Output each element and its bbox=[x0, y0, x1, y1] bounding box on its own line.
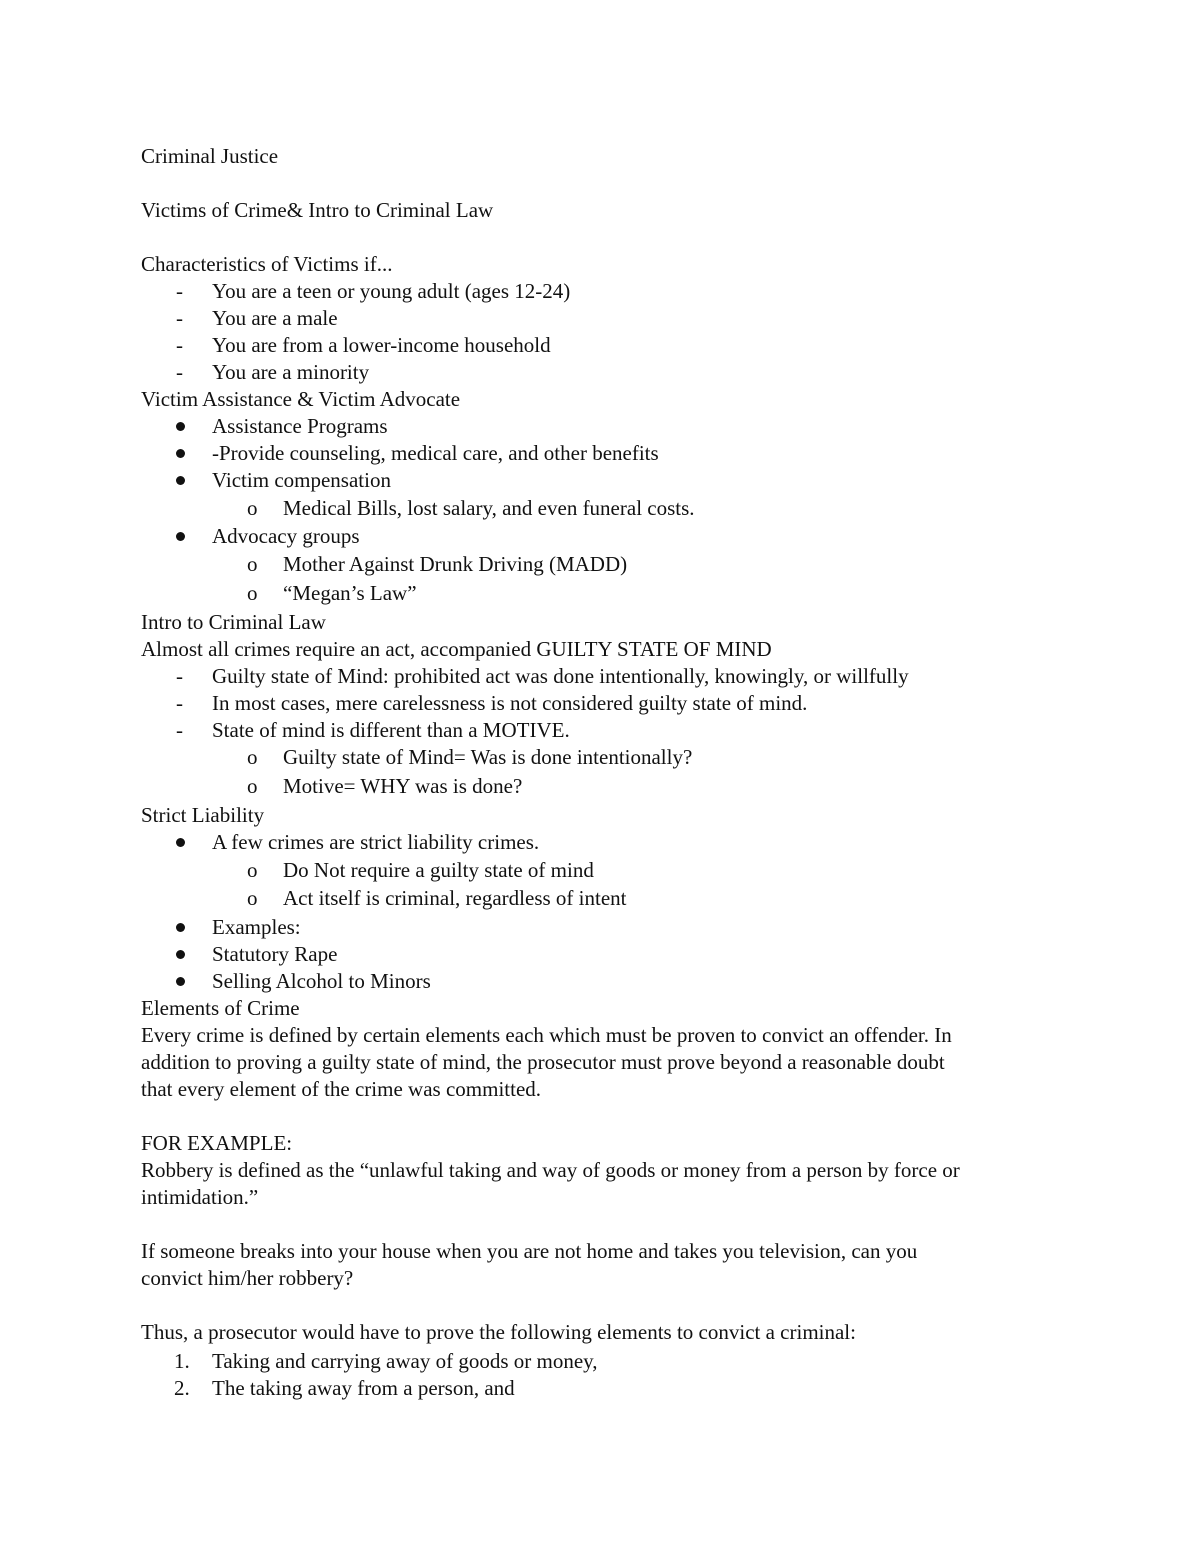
bullet-icon bbox=[176, 838, 185, 847]
dash-marker: - bbox=[176, 306, 183, 330]
paragraph-line: intimidation.” bbox=[141, 1185, 259, 1209]
list-item: You are a teen or young adult (ages 12-24) bbox=[212, 279, 571, 303]
list-item: Examples: bbox=[212, 915, 301, 939]
list-item: “Megan’s Law” bbox=[283, 581, 417, 605]
list-item: In most cases, mere carelessness is not considered guilty state of mind. bbox=[212, 691, 808, 715]
bullet-icon bbox=[176, 923, 185, 932]
list-item: You are from a lower-income household bbox=[212, 333, 551, 357]
doc-subtitle: Victims of Crime& Intro to Criminal Law bbox=[141, 198, 494, 222]
list-item: Mother Against Drunk Driving (MADD) bbox=[283, 552, 628, 576]
sub-marker: o bbox=[247, 745, 258, 769]
list-item: You are a minority bbox=[212, 360, 370, 384]
bullet-icon bbox=[176, 950, 185, 959]
bullet-icon bbox=[176, 532, 185, 541]
list-item: The taking away from a person, and bbox=[212, 1376, 515, 1400]
list-item: A few crimes are strict liability crimes. bbox=[212, 830, 540, 854]
list-item: Act itself is criminal, regardless of intent bbox=[283, 886, 627, 910]
list-item: Assistance Programs bbox=[212, 414, 388, 438]
list-item: Medical Bills, lost salary, and even funeral costs. bbox=[283, 496, 695, 520]
list-item: You are a male bbox=[212, 306, 338, 330]
assistance-heading: Victim Assistance & Victim Advocate bbox=[141, 387, 461, 411]
sub-marker: o bbox=[247, 774, 258, 798]
list-item: Guilty state of Mind= Was is done intentionally? bbox=[283, 745, 693, 769]
doc-title: Criminal Justice bbox=[141, 144, 279, 168]
paragraph-line: addition to proving a guilty state of mind, the prosecutor must prove beyond a reasonable doubt bbox=[141, 1050, 945, 1074]
bullet-icon bbox=[176, 422, 185, 431]
dash-marker: - bbox=[176, 360, 183, 384]
bullet-icon bbox=[176, 476, 185, 485]
list-item: Victim compensation bbox=[212, 468, 391, 492]
list-item: Guilty state of Mind: prohibited act was done intentionally, knowingly, or willfully bbox=[212, 664, 909, 688]
list-number: 2. bbox=[174, 1376, 190, 1400]
list-item: Motive= WHY was is done? bbox=[283, 774, 523, 798]
bullet-icon bbox=[176, 449, 185, 458]
intro-heading: Intro to Criminal Law bbox=[141, 610, 326, 634]
sub-marker: o bbox=[247, 496, 258, 520]
list-item: Selling Alcohol to Minors bbox=[212, 969, 431, 993]
paragraph-line: Every crime is defined by certain elements each which must be proven to convict an offender. In bbox=[141, 1023, 952, 1047]
list-item: Do Not require a guilty state of mind bbox=[283, 858, 594, 882]
example-label: FOR EXAMPLE: bbox=[141, 1131, 293, 1155]
list-item: Statutory Rape bbox=[212, 942, 338, 966]
list-number: 1. bbox=[174, 1349, 190, 1373]
bullet-icon bbox=[176, 977, 185, 986]
sub-marker: o bbox=[247, 552, 258, 576]
list-item: State of mind is different than a MOTIVE. bbox=[212, 718, 570, 742]
list-item: Taking and carrying away of goods or money, bbox=[212, 1349, 598, 1373]
list-item: -Provide counseling, medical care, and other benefits bbox=[212, 441, 659, 465]
sub-marker: o bbox=[247, 858, 258, 882]
list-item: Advocacy groups bbox=[212, 524, 360, 548]
paragraph-line: Robbery is defined as the “unlawful taking and way of goods or money from a person by force or bbox=[141, 1158, 960, 1182]
elements-heading: Elements of Crime bbox=[141, 996, 300, 1020]
paragraph-line: convict him/her robbery? bbox=[141, 1266, 354, 1290]
dash-marker: - bbox=[176, 279, 183, 303]
characteristics-heading: Characteristics of Victims if... bbox=[141, 252, 393, 276]
dash-marker: - bbox=[176, 333, 183, 357]
dash-marker: - bbox=[176, 718, 183, 742]
dash-marker: - bbox=[176, 664, 183, 688]
sub-marker: o bbox=[247, 581, 258, 605]
sub-marker: o bbox=[247, 886, 258, 910]
paragraph-line: If someone breaks into your house when you are not home and takes you television, can you bbox=[141, 1239, 918, 1263]
dash-marker: - bbox=[176, 691, 183, 715]
paragraph-line: Thus, a prosecutor would have to prove the following elements to convict a criminal: bbox=[141, 1320, 856, 1344]
intro-statement: Almost all crimes require an act, accompanied GUILTY STATE OF MIND bbox=[141, 637, 772, 661]
paragraph-line: that every element of the crime was committed. bbox=[141, 1077, 542, 1101]
strict-heading: Strict Liability bbox=[141, 803, 265, 827]
